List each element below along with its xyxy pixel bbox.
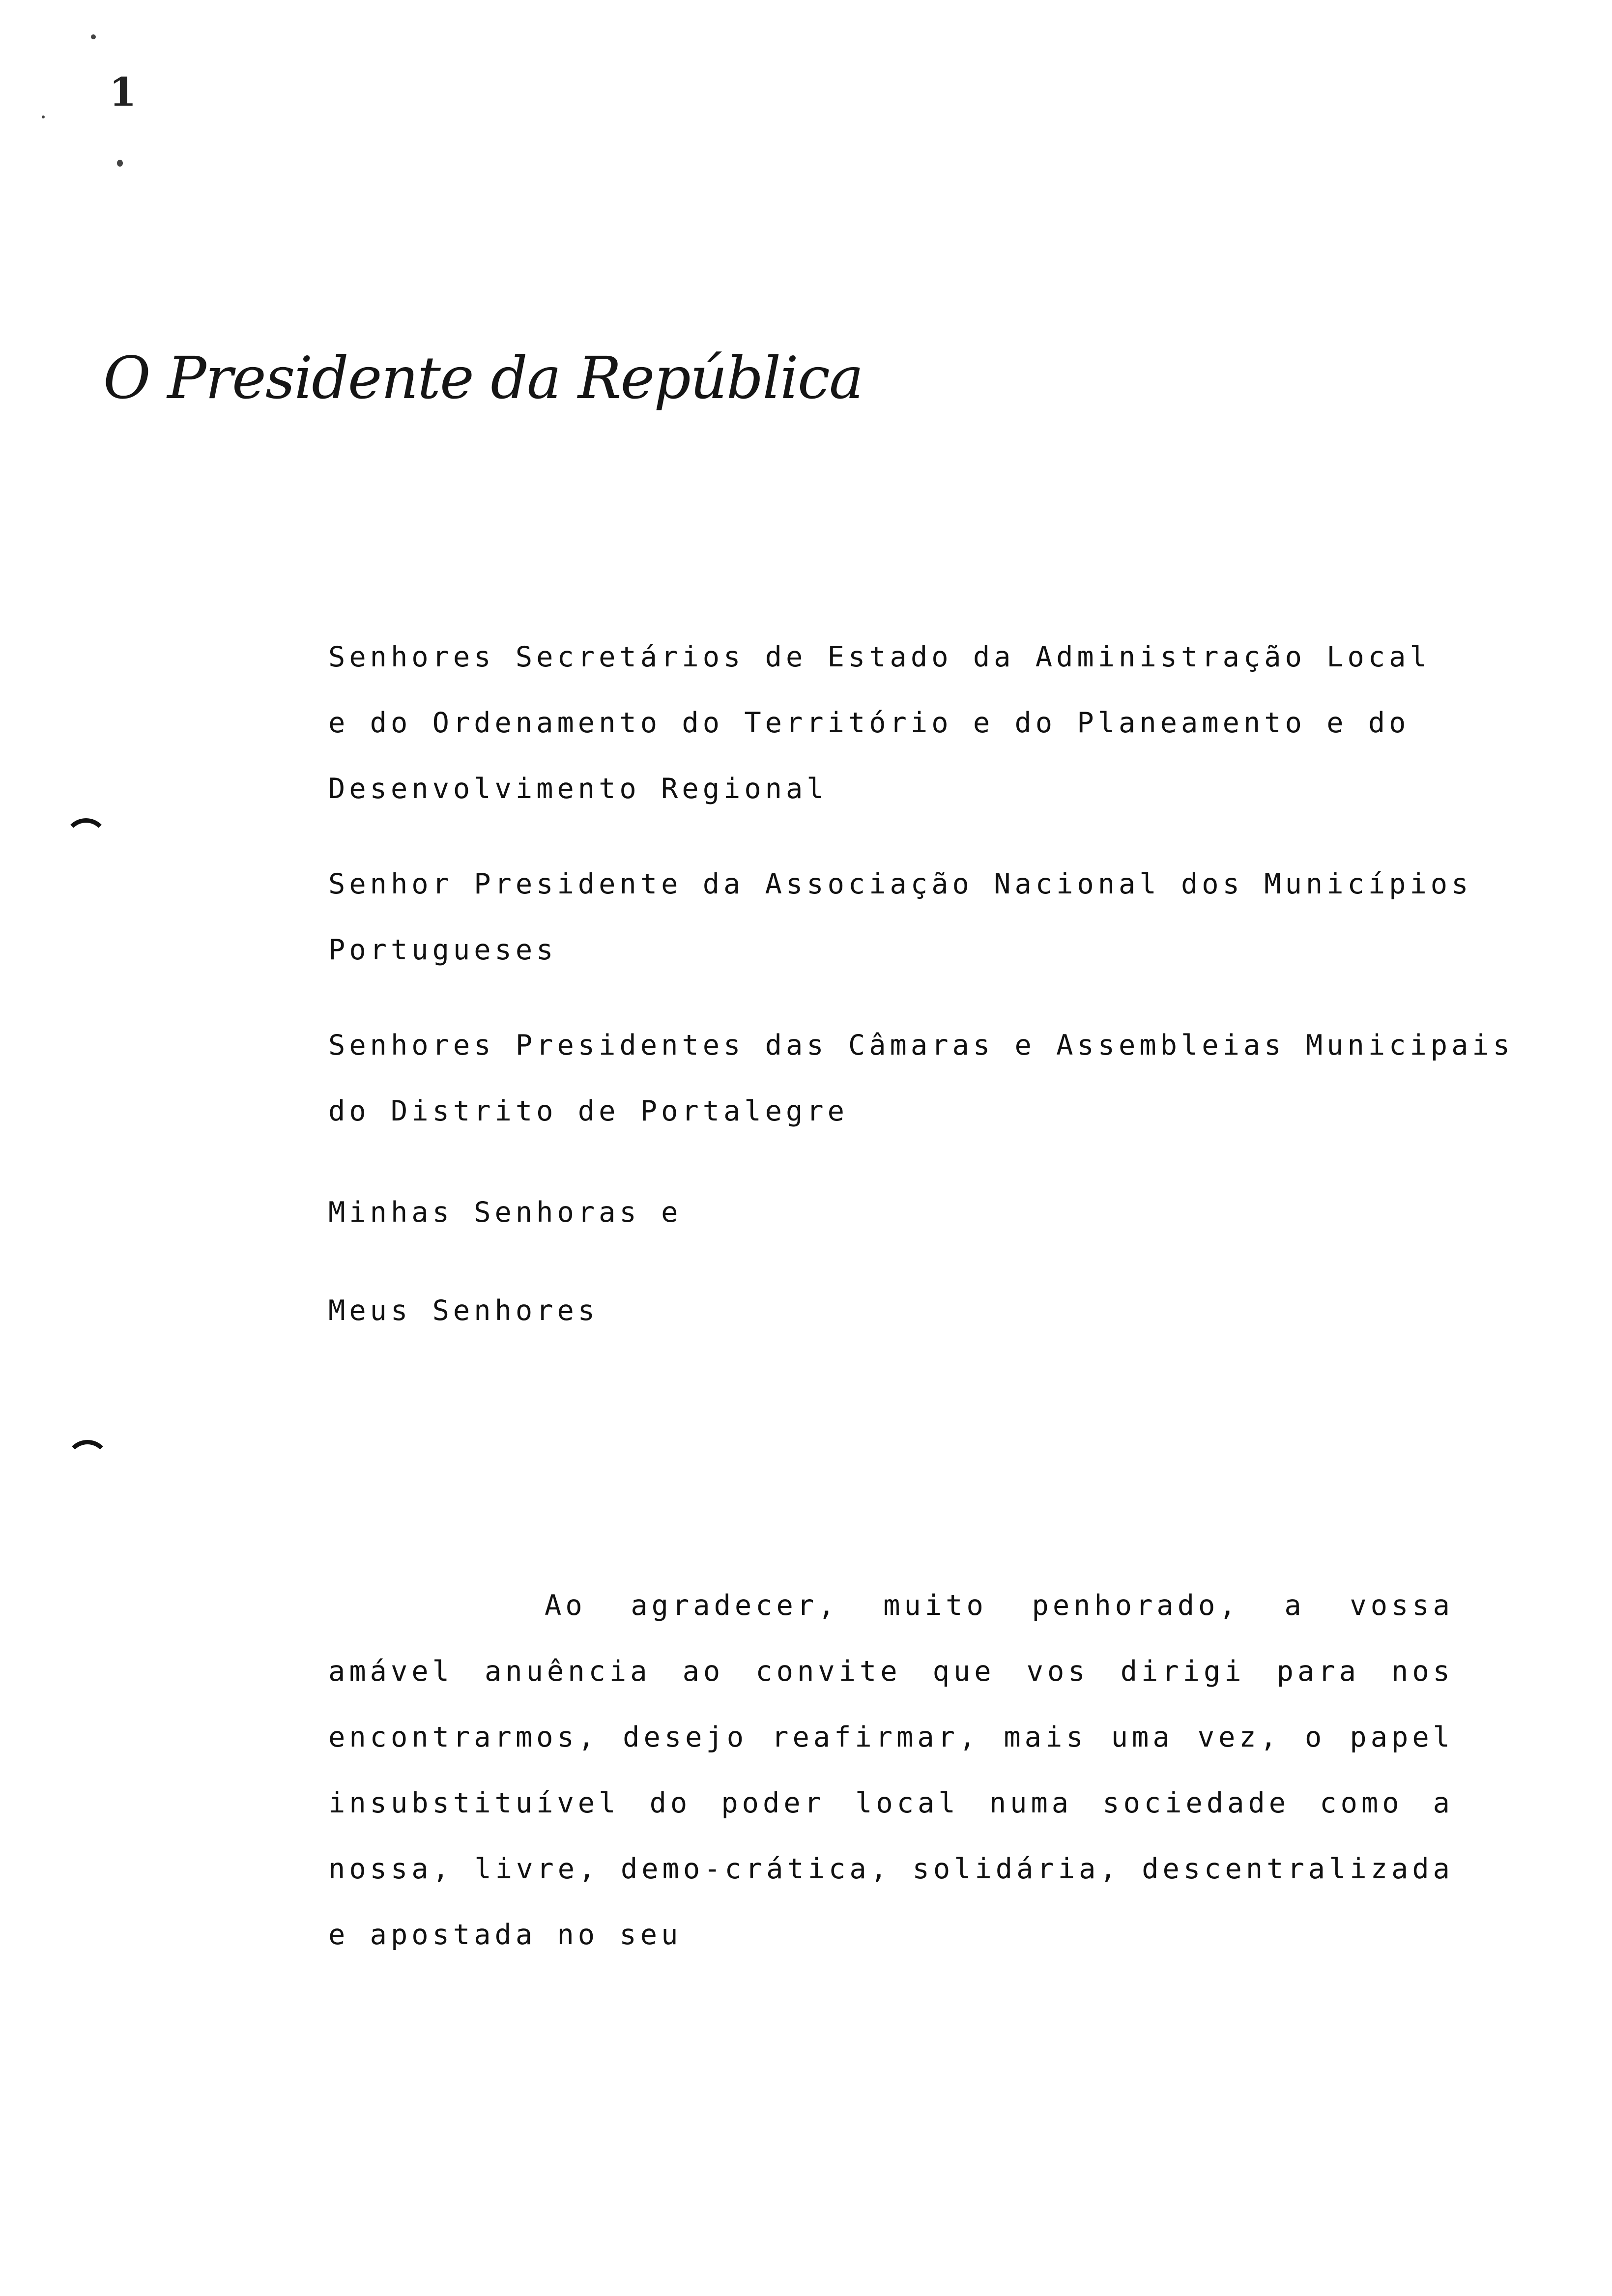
salutation-line: Senhores Presidentes das Câmaras e Assembleias Municipais: [328, 1029, 1514, 1062]
salutation-ladies: [328, 1179, 1454, 1245]
letterhead-title: O Presidente da República: [103, 344, 863, 412]
salutation-secretaries: [328, 624, 1454, 822]
salutation-line: do Distrito de Portalegre: [328, 1095, 848, 1127]
binder-hole-mark: [65, 1440, 110, 1484]
salutation-chamber-presidents: [328, 1012, 1514, 1144]
salutation-line: Portugueses: [328, 934, 557, 966]
salutation-gentlemen: [328, 1278, 1454, 1344]
salutation-line: e do Ordenamento do Território e do Planeamento e do: [328, 707, 1410, 739]
binder-hole-mark: [64, 818, 108, 862]
salutation-line: Meus Senhores: [328, 1294, 599, 1327]
scan-speck: [117, 160, 123, 167]
scan-speck: [91, 34, 96, 39]
salutation-line: Senhores Secretários de Estado da Administração Local: [328, 641, 1431, 673]
page-number: 1: [109, 69, 137, 115]
salutation-line: Minhas Senhoras e: [328, 1196, 682, 1229]
body-paragraph: Ao agradecer, muito penhorado, a vossa amável anuência ao convite que vos dirigi para nos encontrarmos, desejo reafirmar, mais uma vez, o papel insubstituível do poder local numa sociedade como a nossa, livre, demo-crática, solidária, descentralizada e apostada no seu: [328, 1589, 1454, 1951]
salutation-association-president: [328, 851, 1472, 983]
scan-speck: [42, 115, 45, 118]
salutation-line: Senhor Presidente da Associação Nacional dos Municípios: [328, 868, 1472, 900]
salutation-line: Desenvolvimento Regional: [328, 773, 828, 805]
